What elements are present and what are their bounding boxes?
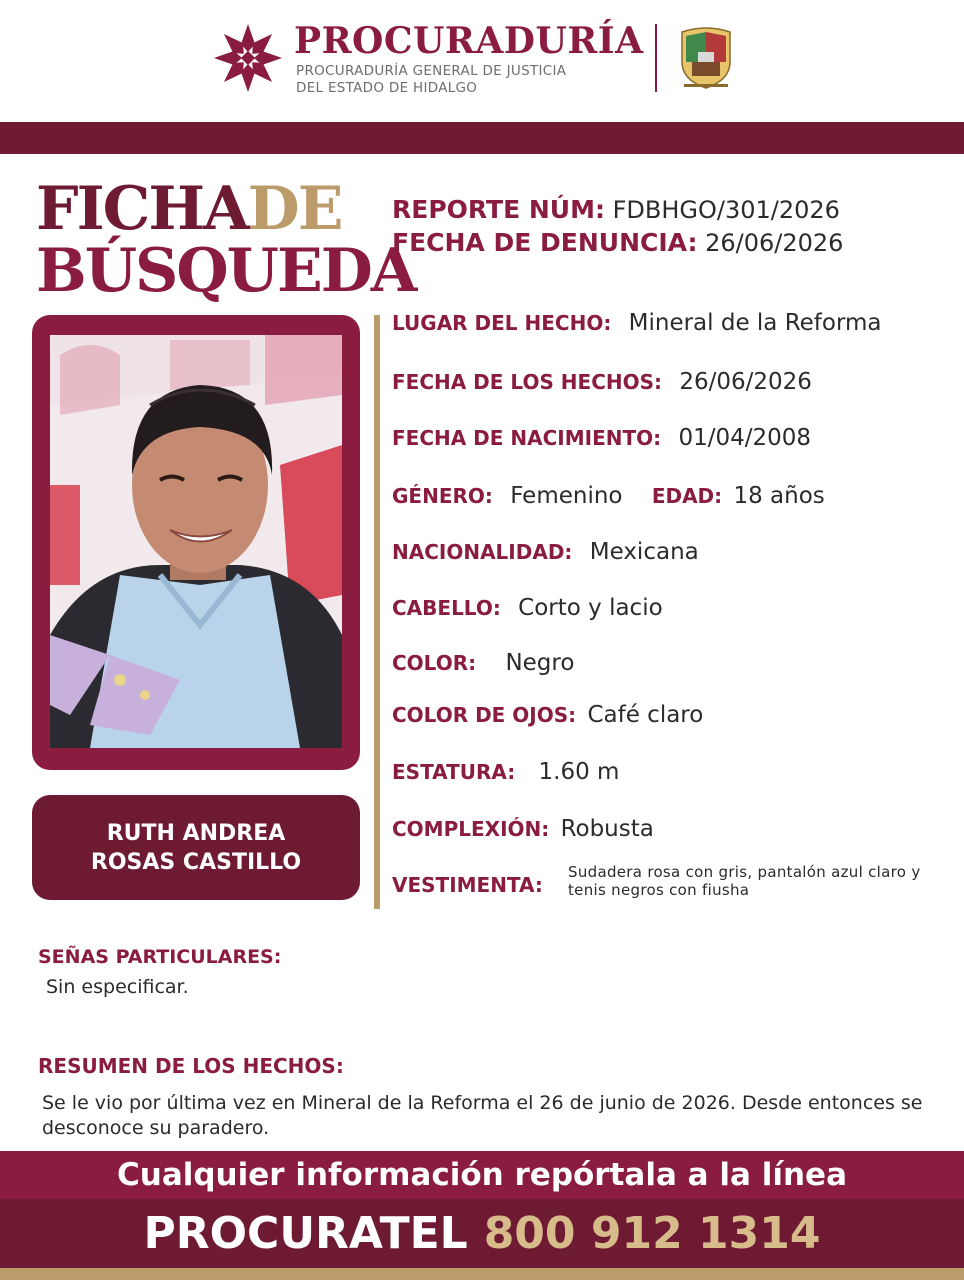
field-lugar-label: LUGAR DEL HECHO: [392, 311, 612, 335]
hidalgo-coat-of-arms-icon [676, 22, 736, 92]
resumen-label: RESUMEN DE LOS HECHOS: [38, 1054, 344, 1078]
logo-divider [655, 24, 657, 92]
person-name-box [32, 795, 360, 900]
field-color [392, 650, 574, 676]
person-name [91, 819, 301, 877]
field-genero-value: Femenino [510, 483, 623, 509]
footer-phone-number[interactable]: 800 912 1314 [483, 1208, 821, 1259]
field-vestimenta-value: Sudadera rosa con gris, pantalón azul claro y tenis negros con fiusha [568, 863, 921, 899]
brand-subtitle-line2: DEL ESTADO DE HIDALGO [296, 80, 478, 96]
field-nacimiento-label: FECHA DE NACIMIENTO: [392, 426, 662, 450]
resumen-value: Se le vio por última vez en Mineral de la Reforma el 26 de junio de 2026. Desde entonces se desconoce su paradero. [42, 1092, 923, 1139]
photo-illustration [50, 335, 342, 748]
field-ojos-value: Café claro [587, 702, 704, 728]
top-band [0, 122, 964, 154]
field-fecha-hechos-label: FECHA DE LOS HECHOS: [392, 370, 663, 394]
field-nacimiento-value: 01/04/2008 [678, 425, 812, 451]
field-ojos-label: COLOR DE OJOS: [392, 703, 577, 727]
field-genero-label: GÉNERO: [392, 484, 493, 508]
title-line1 [36, 174, 415, 244]
field-ojos [392, 702, 703, 728]
footer-phone-band [0, 1199, 964, 1268]
report-number-label: REPORTE NÚM: [392, 195, 605, 224]
senas-value: Sin especificar. [46, 976, 189, 998]
footer-cta-band [0, 1151, 964, 1199]
star-flower-logo-icon [212, 22, 284, 94]
field-nacimiento [392, 425, 811, 451]
field-complexion-value: Robusta [560, 816, 654, 842]
field-edad-value: 18 años [733, 483, 825, 509]
report-date-row [392, 228, 843, 257]
field-color-value: Negro [505, 650, 575, 676]
report-date-value: 26/06/2026 [705, 229, 844, 257]
field-vestimenta-label: VESTIMENTA: [392, 873, 543, 897]
field-nacionalidad-label: NACIONALIDAD: [392, 540, 573, 564]
field-cabello-label: CABELLO: [392, 596, 501, 620]
footer-service-name: PROCURATEL [143, 1208, 468, 1259]
field-estatura-value: 1.60 m [538, 759, 620, 785]
senas-label: SEÑAS PARTICULARES: [38, 946, 282, 968]
field-fecha-hechos-value: 26/06/2026 [679, 369, 812, 395]
field-lugar-value: Mineral de la Reforma [628, 310, 882, 336]
brand-subtitle-line1: PROCURADURÍA GENERAL DE JUSTICIA [296, 63, 567, 79]
field-nacionalidad-value: Mexicana [589, 539, 699, 565]
field-cabello [392, 595, 663, 621]
person-name-line1: RUTH ANDREA [106, 820, 286, 846]
report-number-row [392, 195, 840, 224]
report-number-value: FDBHGO/301/2026 [612, 196, 840, 224]
person-name-line2: ROSAS CASTILLO [90, 849, 302, 875]
missing-person-photo [50, 335, 342, 748]
field-genero [392, 483, 825, 509]
field-complexion-label: COMPLEXIÓN: [392, 817, 550, 841]
field-estatura [392, 759, 619, 785]
field-nacionalidad [392, 539, 699, 565]
brand-subtitle [296, 63, 566, 97]
field-cabello-value: Corto y lacio [518, 595, 663, 621]
field-complexion [392, 816, 654, 842]
title-ficha: FICHA [36, 174, 248, 244]
header [0, 0, 964, 122]
field-edad-label: EDAD: [651, 484, 723, 508]
title-de: DE [247, 174, 342, 244]
field-color-label: COLOR: [392, 651, 477, 675]
page-title [36, 174, 416, 306]
footer-gold-band [0, 1268, 964, 1280]
field-estatura-label: ESTATURA: [392, 760, 516, 784]
field-fecha-hechos [392, 369, 812, 395]
title-line2: BÚSQUEDA [36, 236, 416, 306]
footer-cta-text: Cualquier información repórtala a la línea [117, 1157, 847, 1193]
gold-divider [374, 315, 380, 909]
brand-title: PROCURADURÍA [294, 20, 644, 62]
report-date-label: FECHA DE DENUNCIA: [392, 228, 698, 257]
field-lugar [392, 310, 882, 336]
